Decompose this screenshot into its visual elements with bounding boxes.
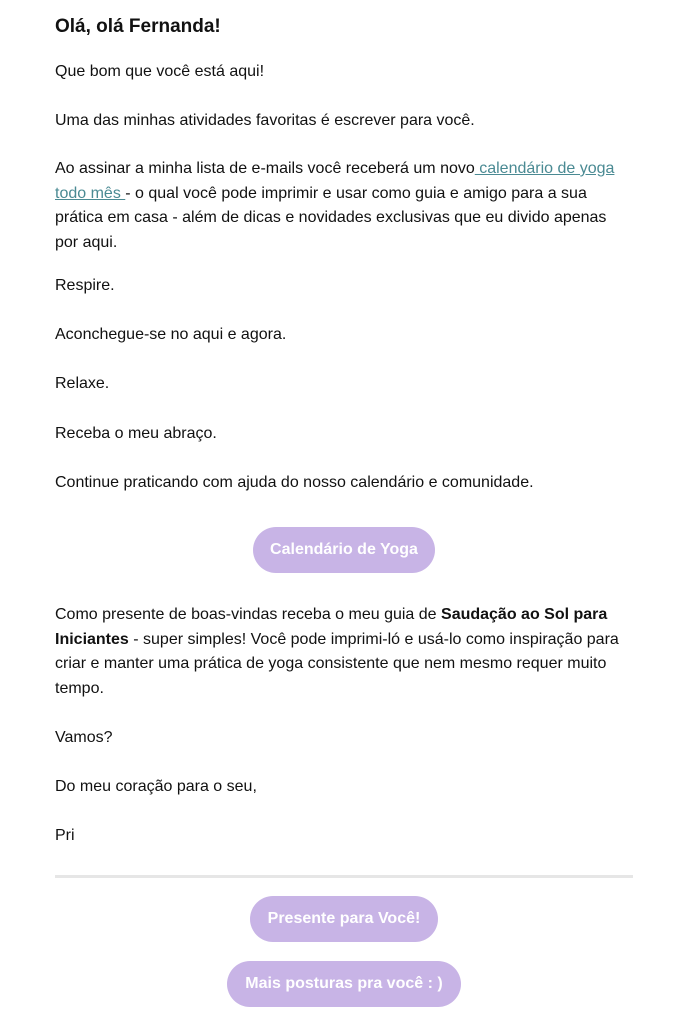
gift-text-before: Como presente de boas-vindas receba o meu guia de [55,606,442,623]
gift-button[interactable]: Presente para Você! [250,896,438,942]
gift-paragraph [55,603,630,701]
abraco-text: Receba o meu abraço. [55,425,217,442]
gift-guide-name: Saudação ao Sol para Iniciantes [55,606,608,648]
aconchegue-text: Aconchegue-se no aqui e agora. [55,326,287,343]
vamos-text: Vamos? [55,729,113,746]
more-poses-button[interactable]: Mais posturas pra você : ) [227,961,461,1007]
divider [55,875,633,878]
gift-text-after: - super simples! Você pode imprimi-ló e usá-lo como inspiração para criar e manter uma prática de yoga consistente que nem mesmo requer muito tempo. [55,630,619,697]
yoga-calendar-link[interactable]: calendário de yoga todo mês [55,160,615,202]
greeting-heading: Olá, olá Fernanda! [55,16,221,37]
heart-text: Do meu coração para o seu, [55,778,257,795]
signature-text: Pri [55,827,75,844]
relaxe-text: Relaxe. [55,375,110,392]
favorite-text: Uma das minhas atividades favoritas é escrever para você. [55,112,475,129]
continue-text: Continue praticando com ajuda do nosso calendário e comunidade. [55,474,534,491]
intro-text: Que bom que você está aqui! [55,63,265,80]
subscribe-text-after: - o qual você pode imprimir e usar como guia e amigo para a sua prática em casa - além de dicas e novidades exclusivas que eu divido apenas por aqui. [55,184,607,251]
respire-text: Respire. [55,277,115,294]
subscribe-paragraph [55,157,630,255]
subscribe-text-before: Ao assinar a minha lista de e-mails você receberá um novo [55,160,475,177]
yoga-calendar-button[interactable]: Calendário de Yoga [253,527,435,573]
